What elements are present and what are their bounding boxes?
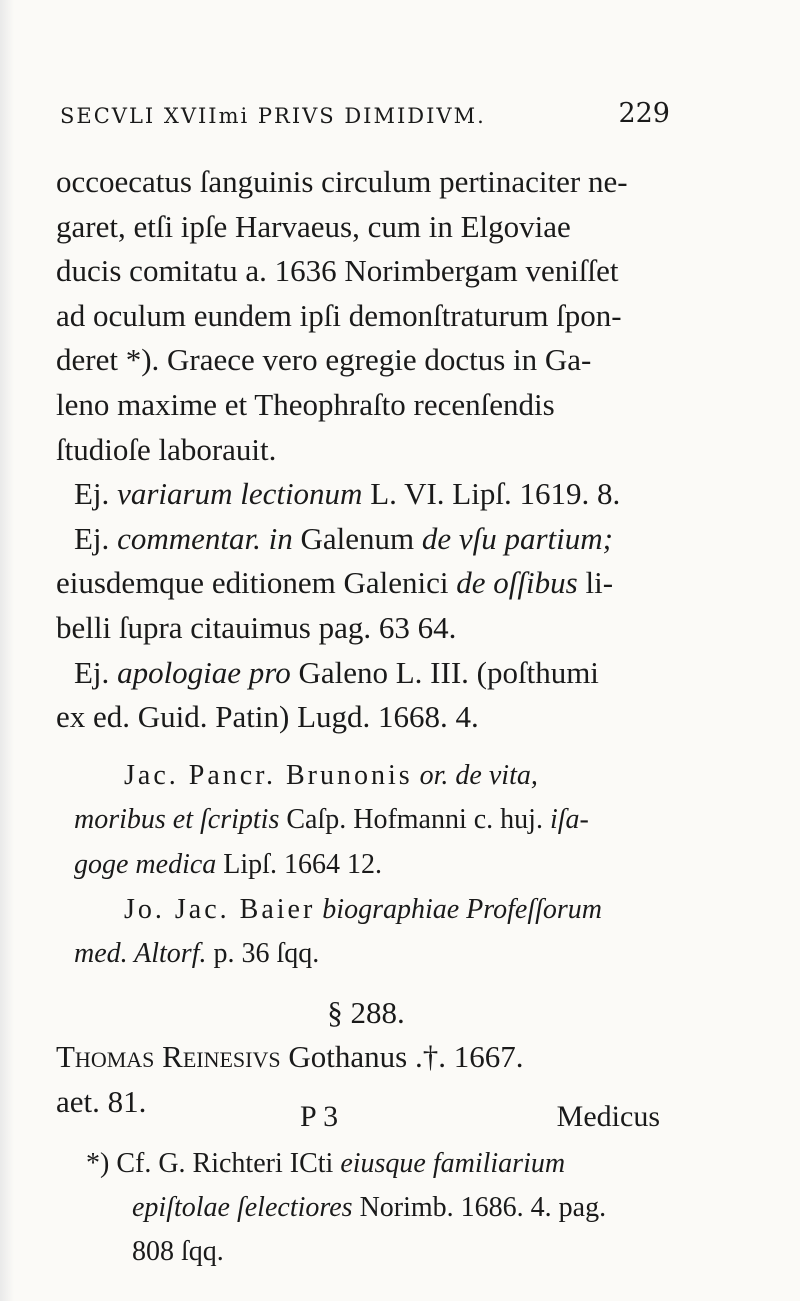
work-title: variarum lectionum bbox=[117, 476, 363, 512]
main-text bbox=[56, 160, 656, 1124]
work-title: de vſu partium; bbox=[421, 520, 613, 556]
text-span: li- bbox=[585, 565, 614, 601]
text-line: ſtudioſe laborauit. bbox=[56, 431, 277, 467]
reference-entry bbox=[56, 888, 656, 933]
text-line: leno maxime et Theophraſto recenſendis bbox=[56, 386, 555, 422]
footnote-line bbox=[86, 1142, 666, 1186]
text-line: occoecatus ſanguinis circulum pertinaciter ne- bbox=[56, 164, 628, 199]
entry-name: Thomas Reinesivs bbox=[56, 1039, 281, 1075]
ref-title: goge medica bbox=[74, 848, 217, 880]
reference-entry bbox=[56, 932, 656, 977]
ref-title: iſa- bbox=[549, 804, 589, 836]
page-number: 229 bbox=[618, 98, 670, 129]
catchline bbox=[300, 1100, 660, 1134]
running-head-title: SECVLI XVIImi PRIVS DIMIDIVM. bbox=[60, 104, 486, 128]
work-entry bbox=[56, 651, 656, 696]
ref-author: Jac. Pancr. Brunonis bbox=[124, 759, 413, 791]
text-span: eiusdemque editionem Galenici bbox=[56, 565, 449, 601]
work-prefix: Ej. bbox=[74, 520, 110, 556]
work-prefix: Ej. bbox=[74, 476, 110, 512]
scan-edge bbox=[0, 0, 14, 1301]
footnote-italic: epiſtolae ſelectiores bbox=[132, 1192, 353, 1223]
footnote-mark: *) bbox=[86, 1148, 110, 1179]
footnote bbox=[86, 1142, 666, 1274]
work-title: commentar. in bbox=[117, 520, 293, 556]
reference-entry bbox=[56, 843, 656, 888]
work-details: Galenum bbox=[300, 520, 415, 556]
work-title: de oſſibus bbox=[456, 565, 578, 601]
entry-line bbox=[56, 1035, 656, 1080]
work-continuation: belli ſupra citauimus pag. 63 64. bbox=[56, 609, 457, 645]
text-line: deret *). Graece vero egregie doctus in Ga- bbox=[56, 342, 592, 378]
text-line: ad oculum eundem ipſi demonſtraturum ſpon- bbox=[56, 297, 622, 333]
footnote-line: 808 ſqq. bbox=[132, 1236, 224, 1267]
entry-place: Gothanus bbox=[288, 1039, 408, 1075]
text-line: garet, etſi ipſe Harvaeus, cum in Elgoviae bbox=[56, 208, 571, 244]
ref-details: p. 36 ſqq. bbox=[213, 938, 320, 970]
footnote-text: Cf. G. Richteri ICti bbox=[116, 1148, 334, 1179]
footnote-italic: eiusque familiarium bbox=[340, 1148, 566, 1179]
ref-details: Lipſ. 1664 12. bbox=[223, 848, 382, 880]
work-title: apologiae pro bbox=[117, 654, 291, 690]
work-entry bbox=[56, 517, 656, 562]
work-continuation: ex ed. Guid. Patin) Lugd. 1668. 4. bbox=[56, 699, 479, 735]
catchword: Medicus bbox=[556, 1100, 660, 1133]
signature-mark: P 3 bbox=[300, 1100, 339, 1133]
ref-title: med. Altorf. bbox=[74, 938, 207, 970]
reference-entry bbox=[56, 754, 656, 799]
ref-author: Jo. Jac. Baier bbox=[124, 893, 316, 925]
section-symbol: § bbox=[327, 994, 343, 1030]
ref-details: Caſp. Hofmanni c. huj. bbox=[286, 804, 543, 836]
section-heading bbox=[56, 991, 656, 1036]
work-entry bbox=[56, 472, 656, 517]
work-continuation bbox=[56, 561, 656, 606]
footnote-line bbox=[86, 1186, 666, 1230]
ref-title: or. de vita, bbox=[419, 759, 538, 791]
ref-title: moribus et ſcriptis bbox=[74, 804, 280, 836]
work-details: Galeno L. III. (poſthumi bbox=[298, 654, 599, 690]
work-prefix: Ej. bbox=[74, 654, 110, 690]
running-header bbox=[60, 98, 670, 129]
text-line: ducis comitatu a. 1636 Norimbergam veniſſet bbox=[56, 253, 619, 289]
work-details: L. VI. Lipſ. 1619. 8. bbox=[370, 476, 621, 512]
entry-age: aet. 81. bbox=[56, 1083, 147, 1119]
reference-entry bbox=[56, 798, 656, 843]
footnote-text: Norimb. 1686. 4. pag. bbox=[359, 1192, 607, 1223]
ref-title: biographiae Profeſſorum bbox=[322, 893, 603, 925]
section-number: 288. bbox=[350, 994, 405, 1030]
entry-death: .†. 1667. bbox=[414, 1039, 524, 1075]
